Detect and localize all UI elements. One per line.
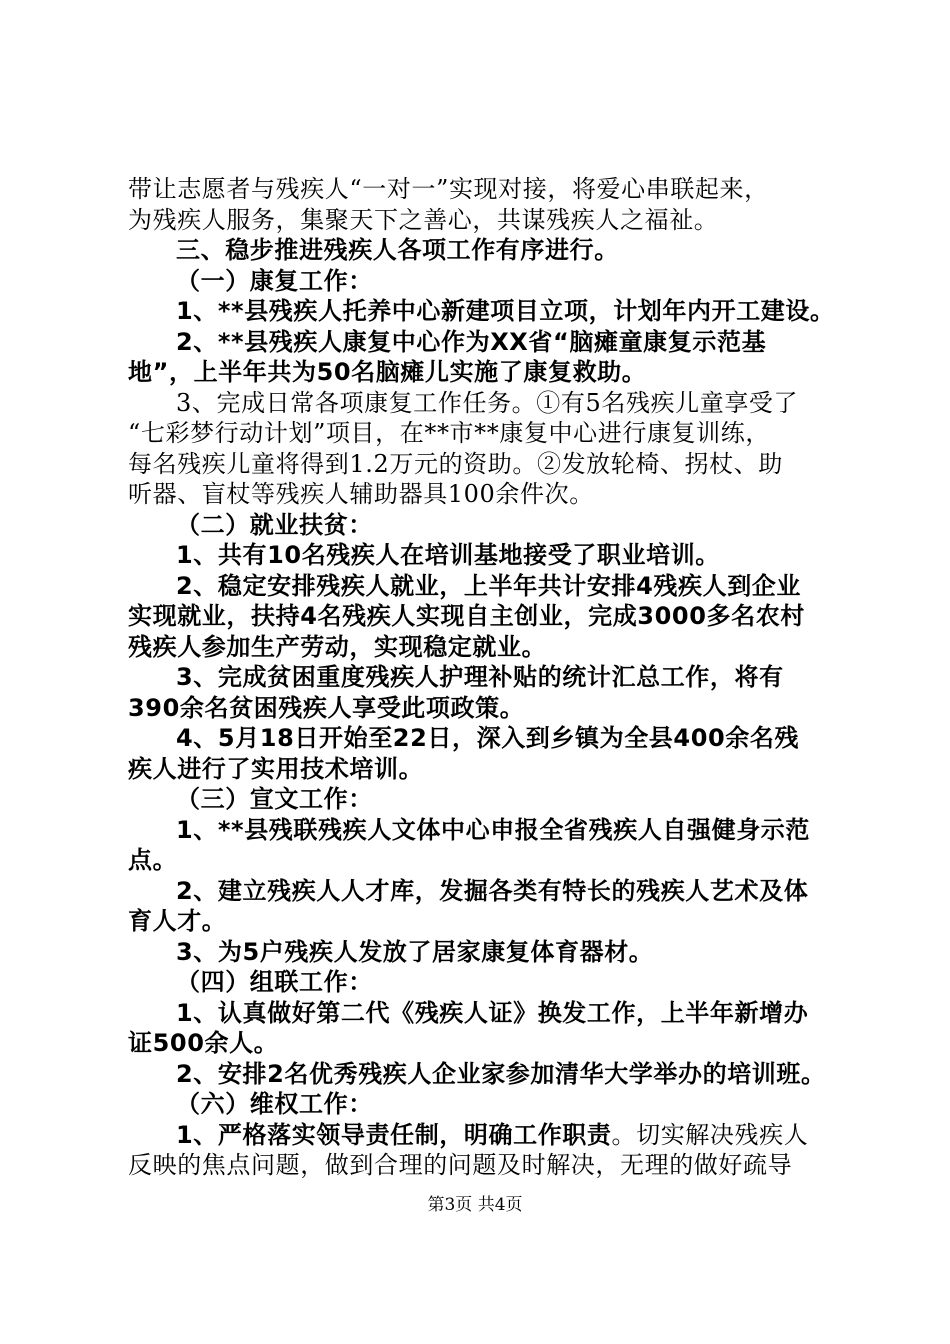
text-line: 三、稳步推进残疾人各项工作有序进行。 (176, 236, 619, 264)
text-line: （四）组联工作： (176, 968, 373, 996)
text-line: 3、为5户残疾人发放了居家康复体育器材。 (176, 937, 654, 966)
text-line: “七彩梦行动计划”项目，在**市**康复中心进行康复训练， (128, 419, 770, 447)
text-line: 带让志愿者与残疾人“一对一”实现对接，将爱心串联起来， (128, 175, 769, 203)
text-line-light-part: 。切实解决残疾人 (611, 1120, 809, 1149)
text-line: 听器、盲杖等残疾人辅助器具100余件次。 (128, 480, 594, 508)
text-line: （六）维权工作： (176, 1090, 373, 1118)
text-line (128, 1120, 834, 1151)
text-line: 390余名贫困残疾人享受此项政策。 (128, 693, 525, 722)
document-body (128, 174, 834, 1181)
text-line: 1、**县残联残疾人文体中心申报全省残疾人自强健身示范 (176, 815, 810, 844)
text-line: 1、认真做好第二代《残疾人证》换发工作，上半年新增办 (176, 998, 809, 1027)
text-line: 为残疾人服务，集聚天下之善心，共谋残疾人之福祉。 (128, 205, 719, 234)
text-line-bold-part: 1、严格落实领导责任制，明确工作职责 (176, 1120, 612, 1149)
text-line: 育人才。 (128, 907, 227, 935)
text-line: 4、5月18日开始至22日，深入到乡镇为全县400余名残 (176, 724, 800, 752)
page-footer: 第3页 共4页 (427, 1195, 523, 1215)
text-line: 疾人进行了实用技术培训。 (128, 754, 424, 783)
text-line: 点。 (128, 846, 178, 874)
text-line: 证500余人。 (128, 1029, 279, 1057)
text-line: 每名残疾儿童将得到1.2万元的资助。②发放轮椅、拐杖、助 (128, 449, 783, 478)
text-line: （一）康复工作： (176, 266, 373, 295)
text-line: 残疾人参加生产劳动，实现稳定就业。 (128, 632, 547, 661)
text-line: 2、安排2名优秀残疾人企业家参加清华大学举办的培训班。 (176, 1059, 826, 1088)
text-line: 2、稳定安排残疾人就业，上半年共计安排4残疾人到企业 (176, 571, 801, 600)
text-line: 反映的焦点问题，做到合理的问题及时解决，无理的做好疏导 (128, 1151, 793, 1179)
text-line: （三）宣文工作： (176, 785, 373, 813)
text-line: 实现就业，扶持4名残疾人实现自主创业，完成3000多名农村 (128, 602, 805, 630)
text-line: （二）就业扶贫： (176, 510, 373, 539)
text-line: 1、共有10名残疾人在培训基地接受了职业培训。 (176, 541, 720, 569)
text-line: 地”，上半年共为50名脑瘫儿实施了康复救助。 (128, 358, 647, 386)
text-line: 1、**县残疾人托养中心新建项目立项，计划年内开工建设。 (176, 297, 835, 325)
text-line: 3、完成日常各项康复工作任务。①有5名残疾儿童享受了 (176, 388, 799, 417)
text-line: 2、建立残疾人人才库，发掘各类有特长的残疾人艺术及体 (176, 876, 809, 905)
text-line: 2、**县残疾人康复中心作为XX省“脑瘫童康复示范基 (176, 327, 767, 356)
text-line: 3、完成贫困重度残疾人护理补贴的统计汇总工作，将有 (176, 663, 784, 691)
